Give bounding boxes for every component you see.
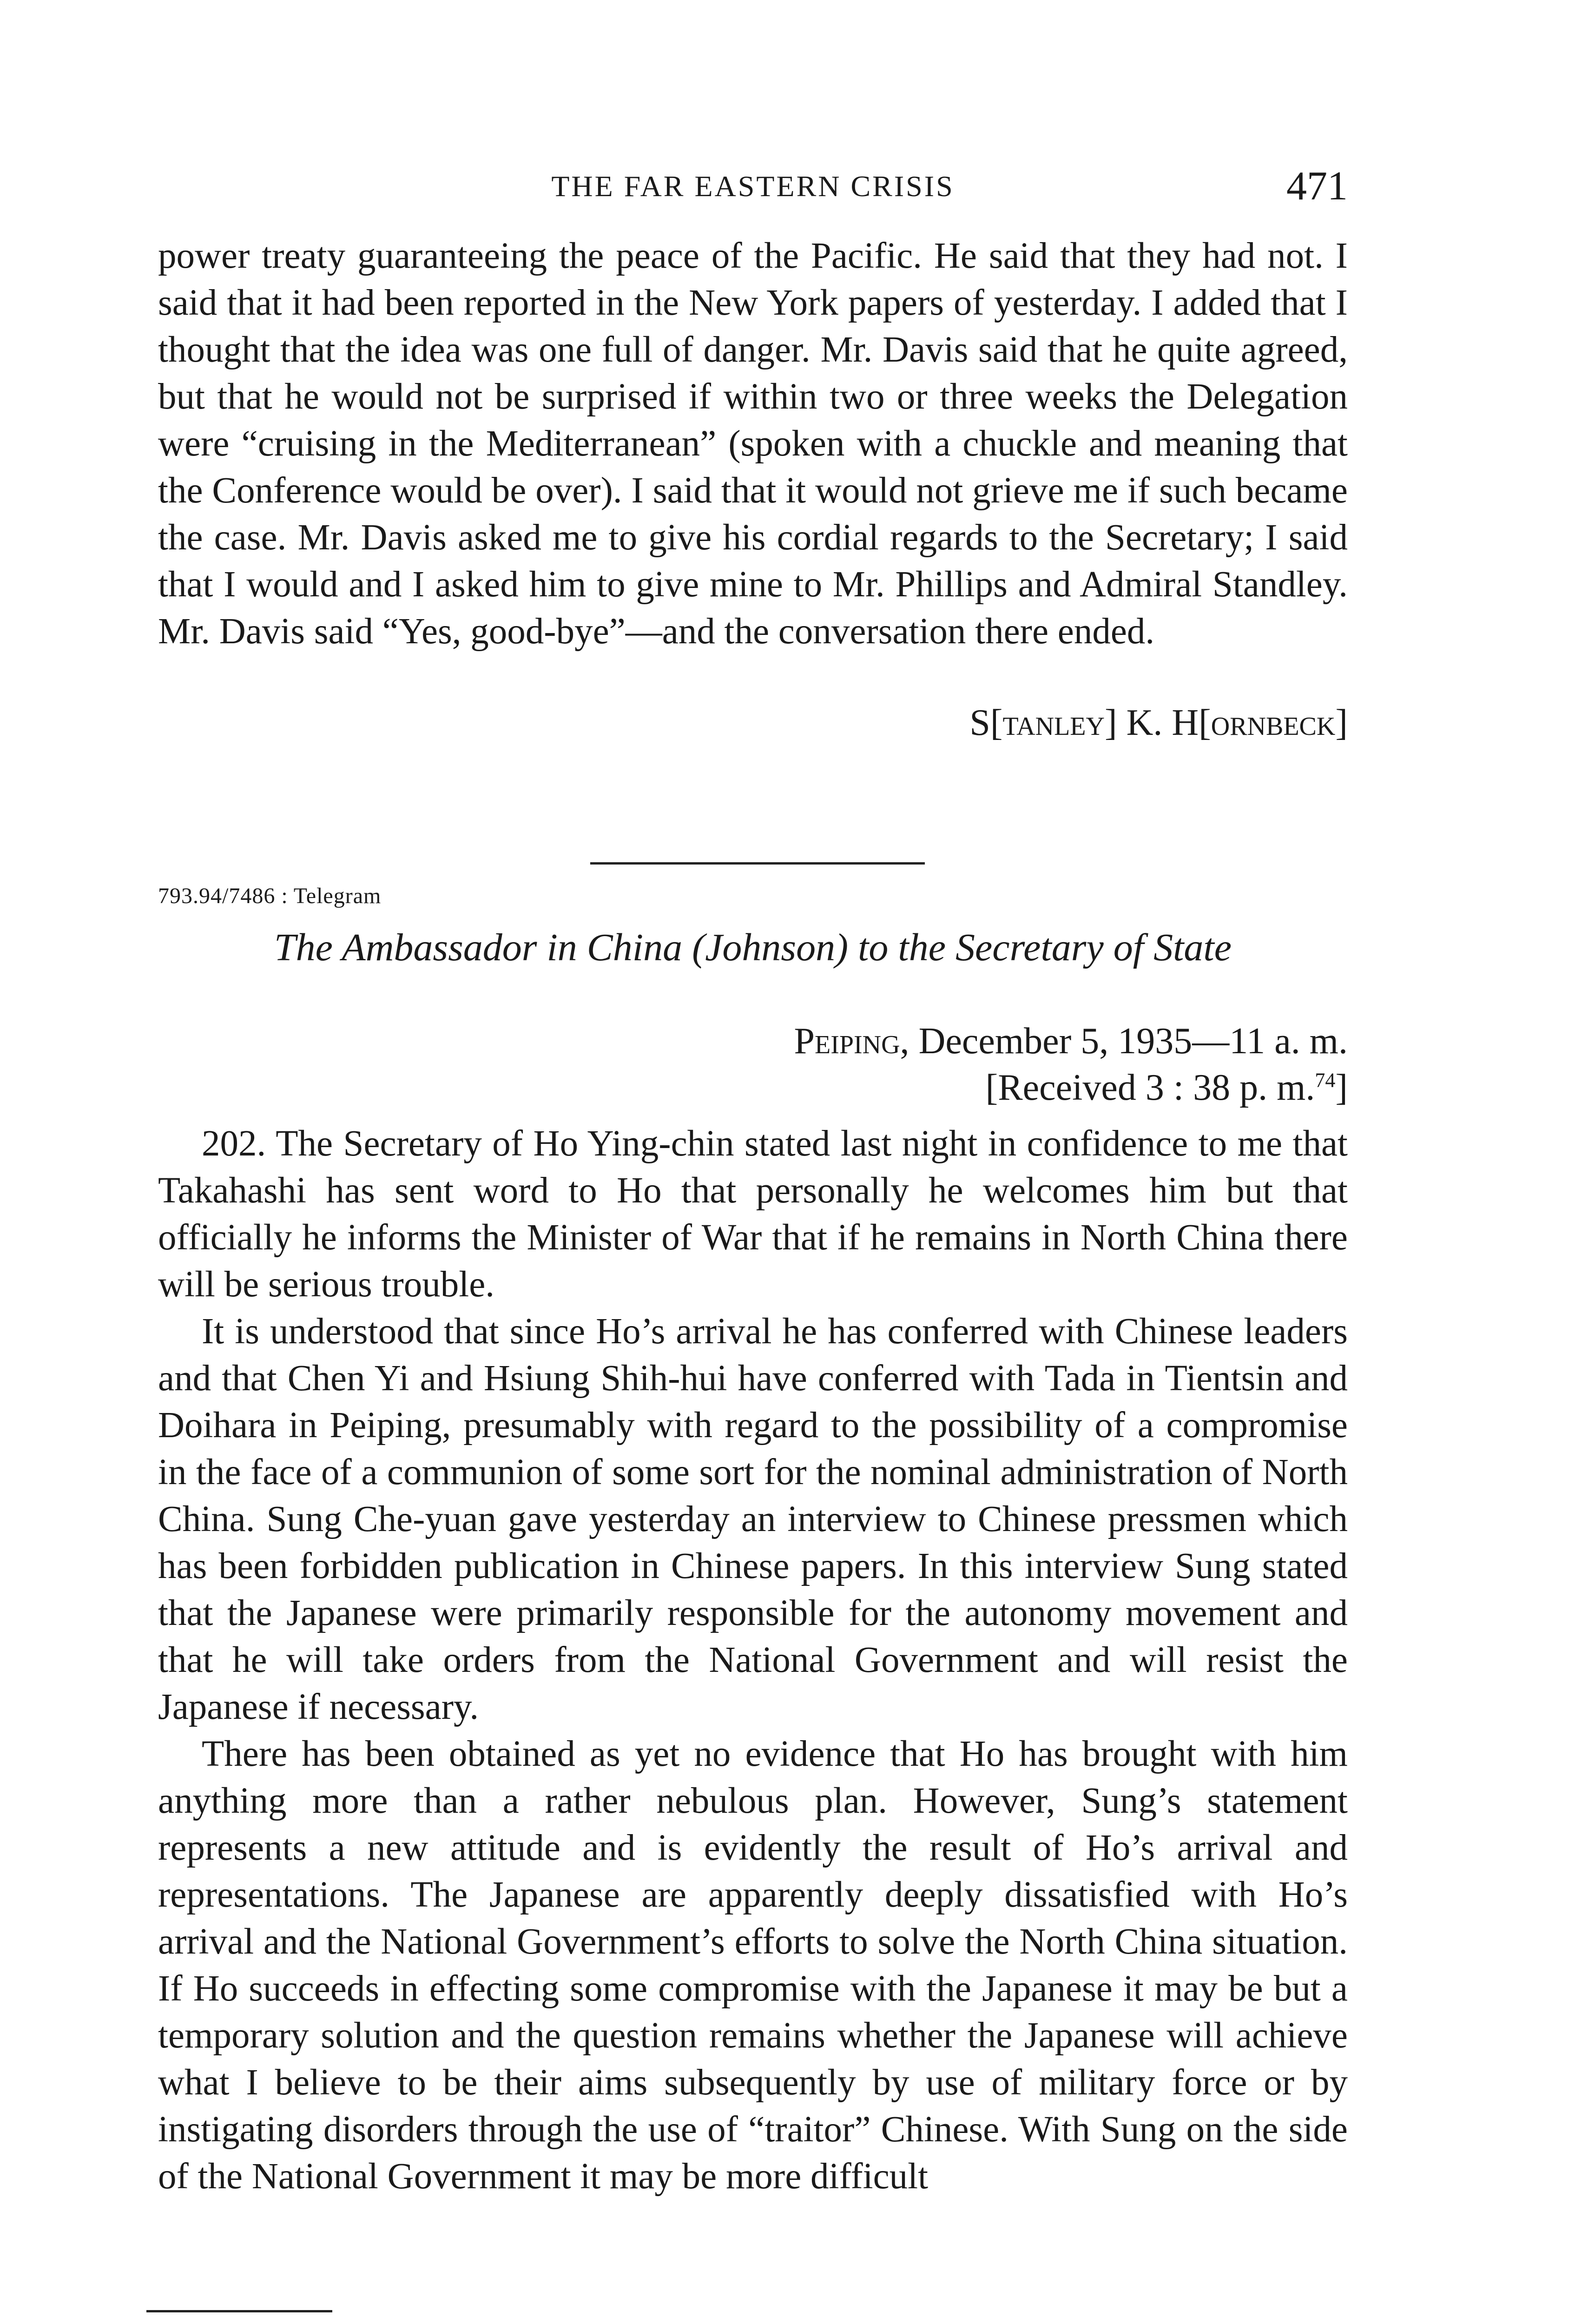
- page-number: 471: [1286, 164, 1348, 209]
- telegram-paragraph: It is understood that since Ho’s arrival he has conferred with Chinese leaders and that Chen Yi and Hsiung Shih-hui have conferred with Tada in Tientsin and Doihara in Peiping, presumably with regard to the possibility of a compromise in the face of a communion of some sort for the nominal administration of North China. Sung Che-yuan gave yesterday an interview to Chinese pressmen which has been forbidden publication in Chinese papers. In this interview Sung stated that the Japanese were primarily responsible for the autonomy movement and that he will take orders from the National Government and will resist the Japanese if necessary.: [158, 1311, 1348, 1727]
- received-close: ]: [1335, 1067, 1348, 1108]
- telegram-body: [158, 1120, 1348, 2200]
- section-divider: [590, 862, 925, 865]
- telegram-paragraph: 202. The Secretary of Ho Ying-chin stated last night in confidence to me that Takahashi has sent word to Ho that personally he welcomes him but that officially he informs the Minister of War that if he remains in North China there will be serious trouble.: [158, 1123, 1348, 1305]
- dateline-place: Peiping,: [794, 1021, 909, 1062]
- received-text: [Received 3 : 38 p. m.: [985, 1067, 1315, 1108]
- footnote-reference: 74: [1315, 1069, 1336, 1092]
- footnote-divider: [146, 2310, 332, 2312]
- dateline-received: [158, 1064, 1348, 1111]
- memo-paragraph-text: power treaty guaranteeing the peace of the Pacific. He said that they had not. I said that it had been reported in the New York papers of yesterday. I added that I thought that the idea was one full of danger. Mr. Davis said that he quite agreed, but that he would not be surprised if within two or three weeks the Delegation were “cruising in the Mediterranean” (spoken with a chuckle and meaning that the Conference would be over). I said that it would not grieve me if such became the case. Mr. Davis asked me to give his cordial regards to the Secretary; I said that I would and I asked him to give mine to Mr. Phillips and Admiral Standley. Mr. Davis said “Yes, good-bye”—and the conversation there ended.: [158, 236, 1348, 652]
- memo-paragraph: [158, 232, 1348, 655]
- memo-signature: S[tanley] K. H[ornbeck]: [969, 702, 1348, 743]
- dateline-sent: [158, 1018, 1348, 1064]
- telegram-paragraph: There has been obtained as yet no evidence that Ho has brought with him anything more than a rather nebulous plan. However, Sung’s statement represents a new attitude and is evidently the result of Ho’s arrival and representations. The Japanese are apparently deeply dissatisfied with Ho’s arrival and the National Government’s efforts to solve the North China situation. If Ho succeeds in effecting some compromise with the Japanese it may be but a temporary solution and the question remains whether the Japanese will achieve what I believe to be their aims subsequently by use of military force or by instigating disorders through the use of “traitor” Chinese. With Sung on the side of the National Government it may be more difficult: [158, 1734, 1348, 2197]
- file-reference: 793.94/7486 : Telegram: [158, 884, 382, 908]
- running-title: THE FAR EASTERN CRISIS: [551, 170, 955, 203]
- document-title: The Ambassador in China (Johnson) to the Secretary of State: [274, 926, 1232, 969]
- running-head: [158, 163, 1348, 218]
- dateline: [158, 1018, 1348, 1111]
- dateline-date: December 5, 1935—11 a. m.: [909, 1021, 1348, 1062]
